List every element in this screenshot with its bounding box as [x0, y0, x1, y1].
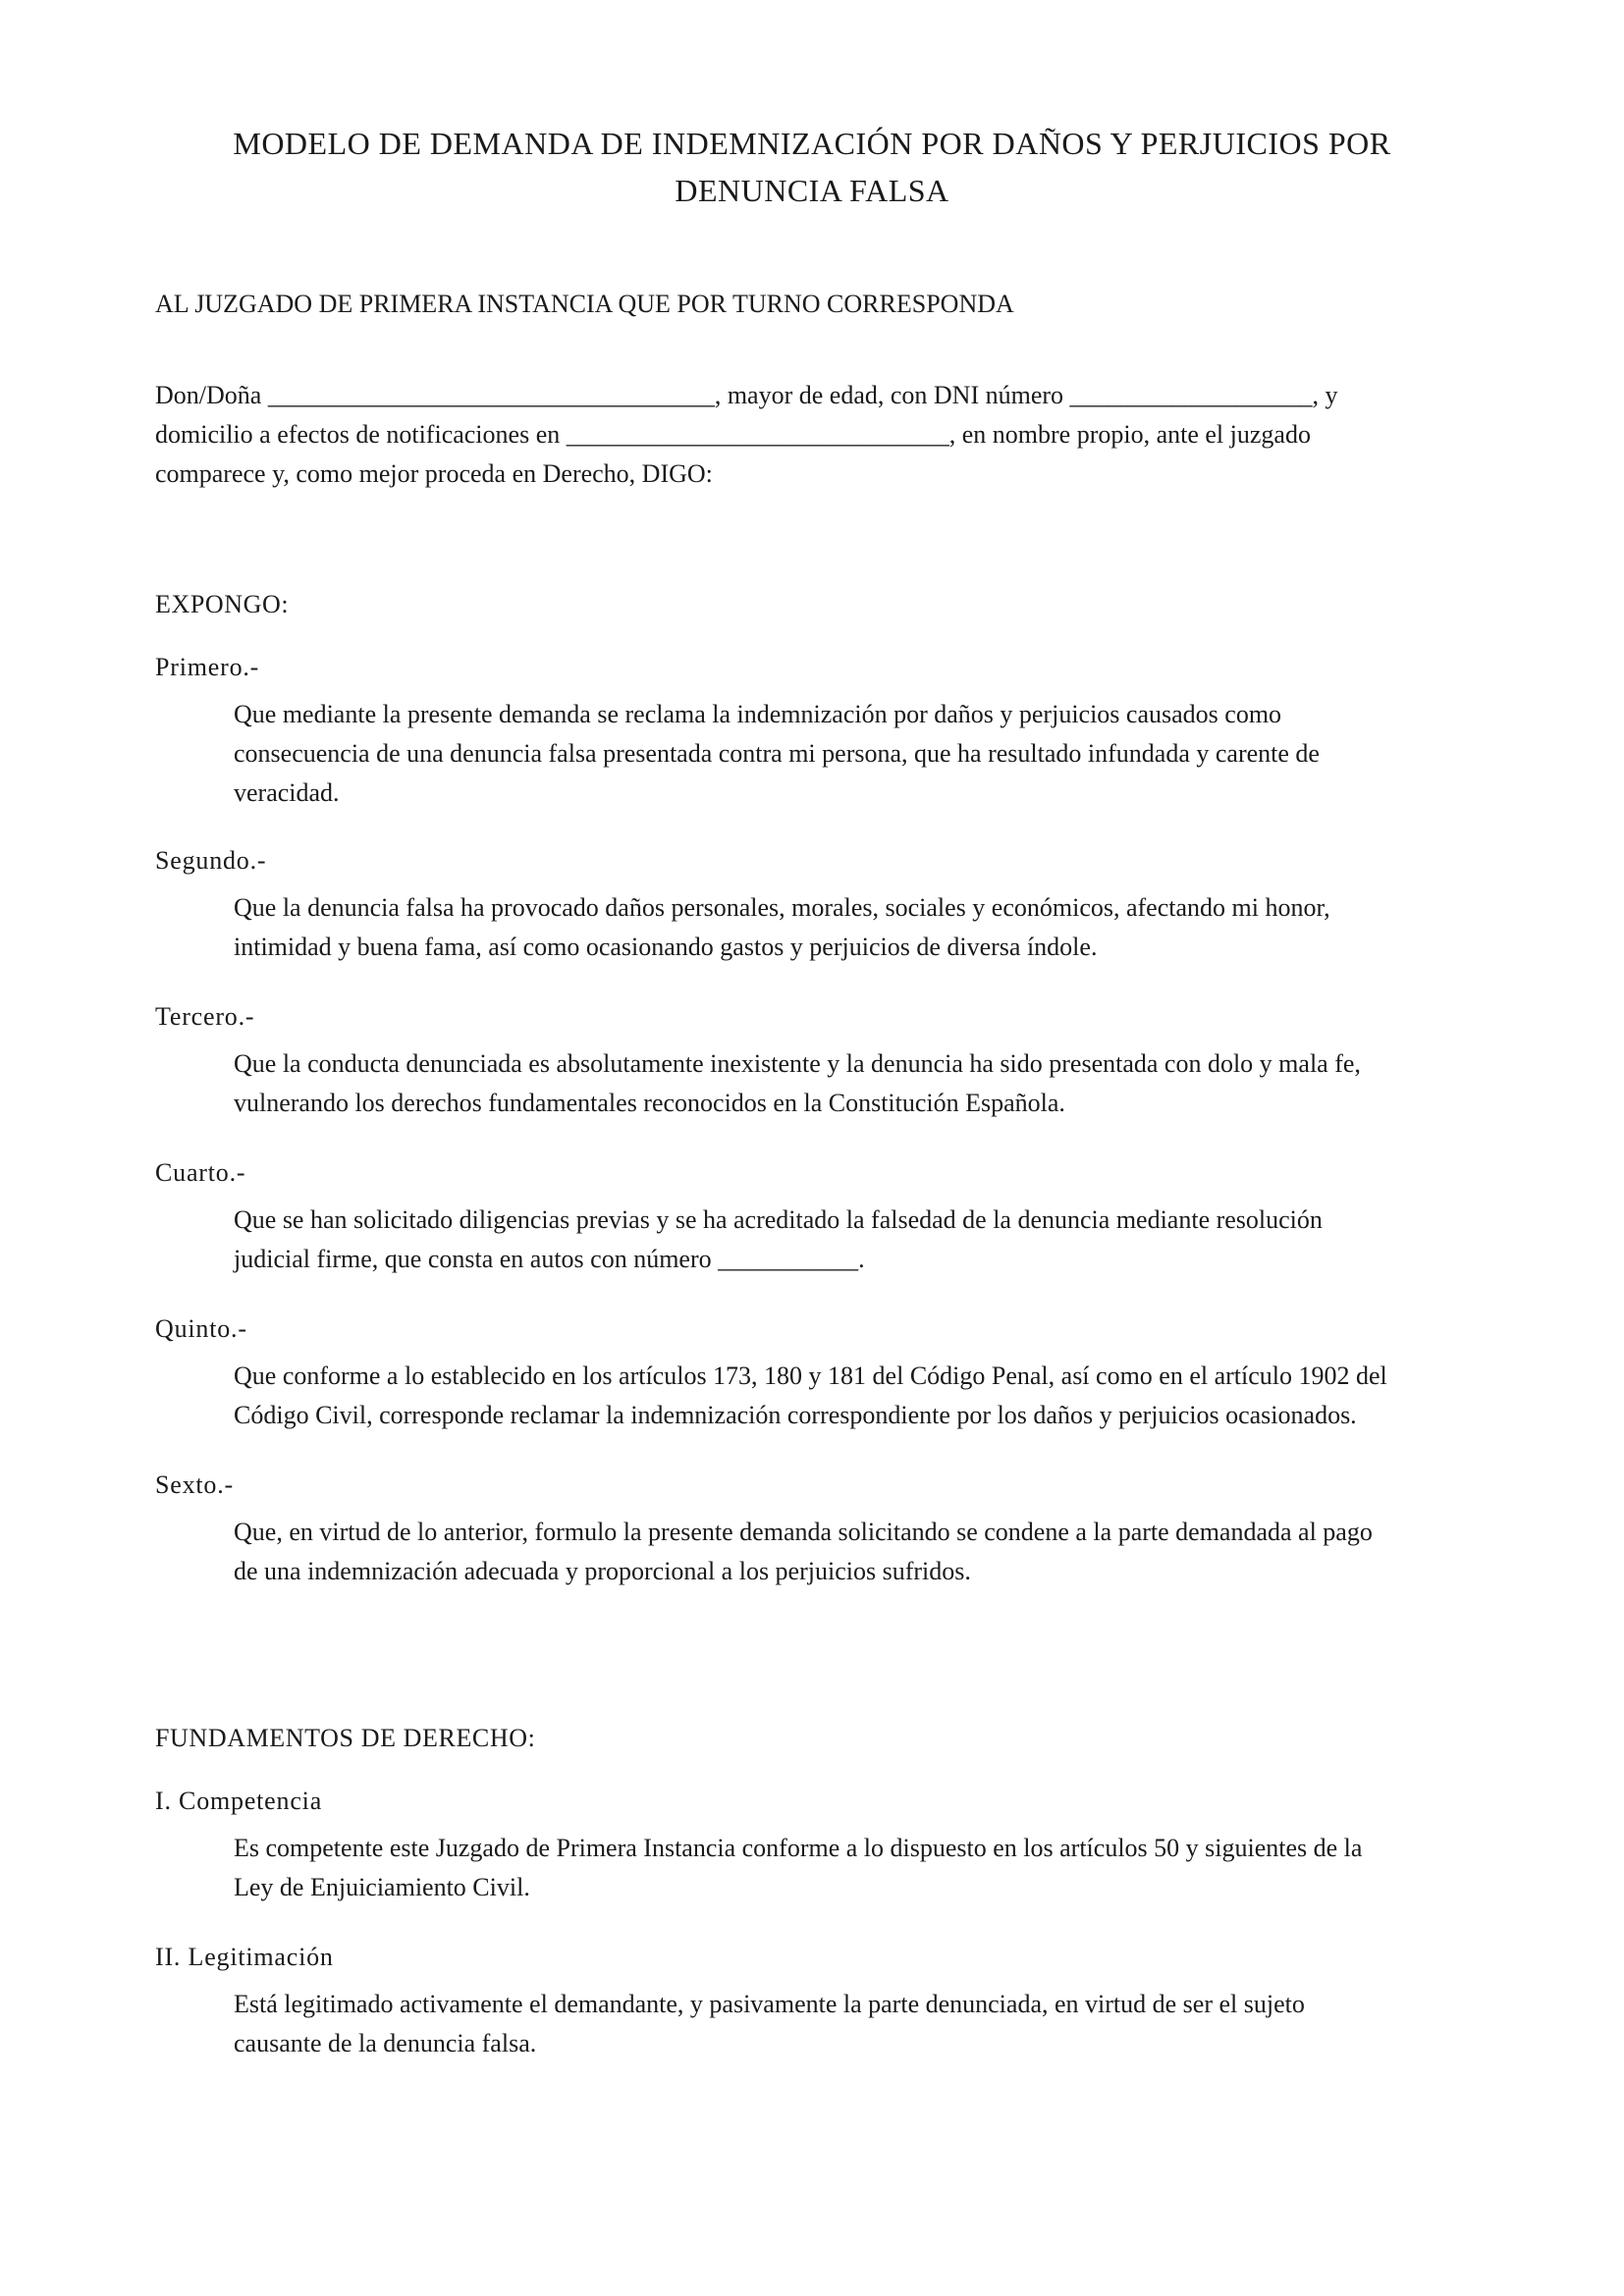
title-line-1: MODELO DE DEMANDA DE INDEMNIZACIÓN POR DAÑOS Y PERJUICIOS POR: [233, 126, 1391, 161]
item-label-tercero: Tercero.-: [155, 1002, 255, 1031]
text-line: judicial firme, que consta en autos con número ___________.: [234, 1245, 865, 1273]
expongo-heading: EXPONGO:: [155, 590, 290, 618]
text-line: Que la conducta denunciada es absolutamente inexistente y la denuncia ha sido presentada con dolo y mala fe,: [234, 1049, 1361, 1078]
text-line: de una indemnización adecuada y proporcional a los perjuicios sufridos.: [234, 1557, 971, 1585]
fundamento-text-legitimacion: [234, 1985, 1490, 2063]
item-label-cuarto: Cuarto.-: [155, 1158, 246, 1187]
text-line: Está legitimado activamente el demandante, y pasivamente la parte denunciada, en virtud de ser el sujeto: [234, 1990, 1305, 2018]
intro-paragraph: [155, 376, 1471, 494]
item-text-cuarto: [234, 1201, 1490, 1279]
intro-line: domicilio a efectos de notificaciones en ______________________________, en nombre propio, ante el juzgado: [155, 420, 1311, 449]
text-line: veracidad.: [234, 778, 340, 807]
item-label-segundo: Segundo.-: [155, 846, 267, 875]
item-label-sexto: Sexto.-: [155, 1470, 234, 1499]
text-line: Que mediante la presente demanda se reclama la indemnización por daños y perjuicios causados como: [234, 700, 1282, 728]
fundamento-label-competencia: I. Competencia: [155, 1787, 323, 1815]
text-line: Que la denuncia falsa ha provocado daños personales, morales, sociales y económicos, afectando mi honor,: [234, 893, 1330, 922]
text-line: Que, en virtud de lo anterior, formulo la presente demanda solicitando se condene a la parte demandada al pago: [234, 1518, 1373, 1546]
text-line: intimidad y buena fama, así como ocasionando gastos y perjuicios de diversa índole.: [234, 933, 1098, 961]
text-line: Que se han solicitado diligencias previas y se ha acreditado la falsedad de la denuncia mediante resolución: [234, 1205, 1323, 1234]
fundamentos-heading: FUNDAMENTOS DE DERECHO:: [155, 1724, 536, 1752]
document-title: [157, 120, 1467, 214]
item-label-primero: Primero.-: [155, 653, 260, 681]
text-line: Es competente este Juzgado de Primera Instancia conforme a lo dispuesto en los artículos 50 y siguientes de la: [234, 1834, 1363, 1862]
text-line: Que conforme a lo establecido en los artículos 173, 180 y 181 del Código Penal, así como en el artículo 1902 del: [234, 1362, 1387, 1390]
item-text-primero: [234, 695, 1490, 813]
fundamento-label-legitimacion: II. Legitimación: [155, 1943, 334, 1971]
text-line: consecuencia de una denuncia falsa presentada contra mi persona, que ha resultado infundada y carente de: [234, 739, 1320, 768]
item-label-quinto: Quinto.-: [155, 1314, 247, 1343]
fundamento-text-competencia: [234, 1829, 1490, 1907]
intro-line: comparece y, como mejor proceda en Derecho, DIGO:: [155, 459, 713, 488]
text-line: causante de la denuncia falsa.: [234, 2029, 537, 2057]
court-addressee: AL JUZGADO DE PRIMERA INSTANCIA QUE POR TURNO CORRESPONDA: [155, 290, 1014, 318]
text-line: Código Civil, corresponde reclamar la indemnización correspondiente por los daños y perjuicios ocasionados.: [234, 1401, 1357, 1429]
title-line-2: DENUNCIA FALSA: [675, 173, 949, 208]
intro-line: Don/Doña ___________________________________, mayor de edad, con DNI número ___________________, y: [155, 381, 1338, 409]
text-line: Ley de Enjuiciamiento Civil.: [234, 1873, 530, 1901]
text-line: vulnerando los derechos fundamentales reconocidos en la Constitución Española.: [234, 1089, 1065, 1117]
item-text-tercero: [234, 1044, 1490, 1123]
item-text-sexto: [234, 1513, 1490, 1591]
item-text-segundo: [234, 888, 1490, 967]
item-text-quinto: [234, 1357, 1490, 1435]
